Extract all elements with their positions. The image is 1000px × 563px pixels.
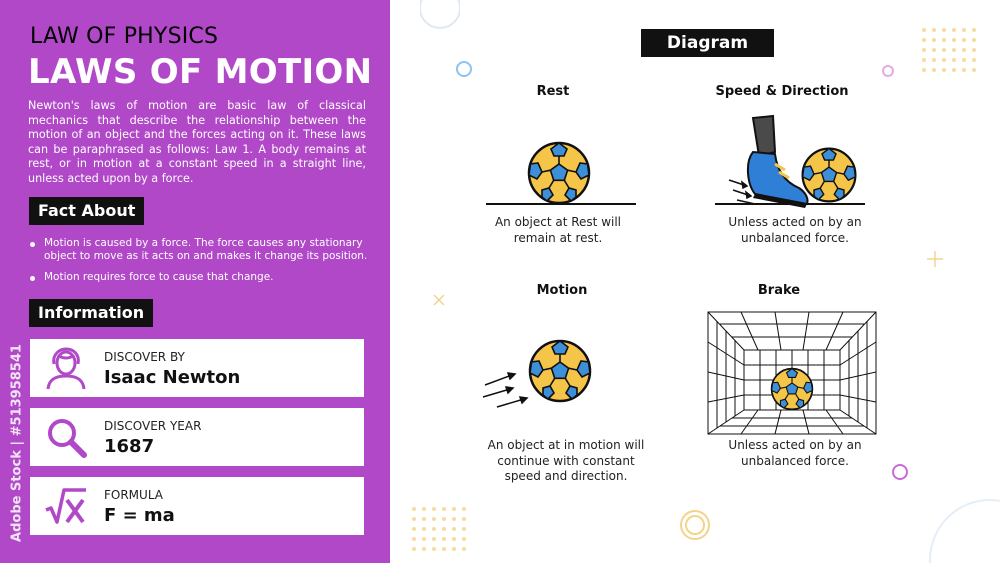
page-title: LAWS OF MOTION bbox=[28, 52, 373, 92]
fact-item: Motion is caused by a force. The force causes any stationary object to move as it acts on and makes it change its position. bbox=[28, 237, 374, 264]
decor-circle bbox=[455, 60, 473, 78]
subject-title: LAW OF PHYSICS bbox=[30, 24, 219, 49]
rest-caption: An object at Rest will remain at rest. bbox=[494, 215, 622, 245]
ball-icon bbox=[803, 149, 856, 202]
info-card-formula bbox=[30, 477, 364, 535]
speed-direction-caption: Unless acted on by an unbalanced force. bbox=[728, 215, 862, 245]
info-card-discoverer bbox=[30, 339, 364, 397]
formula-label: FORMULA bbox=[104, 488, 163, 502]
decor-circle bbox=[881, 64, 895, 78]
square-root-x-icon bbox=[44, 484, 88, 528]
fact-item: Motion requires force to cause that change. bbox=[28, 271, 374, 284]
discover-by-value: Isaac Newton bbox=[104, 367, 241, 388]
decor-x bbox=[432, 293, 446, 307]
person-icon bbox=[44, 346, 88, 390]
decor-circle bbox=[678, 508, 712, 542]
speed-direction-title: Speed & Direction bbox=[715, 84, 849, 99]
brake-illustration bbox=[708, 312, 876, 434]
stock-watermark: Adobe Stock | #513958541 bbox=[9, 343, 25, 542]
info-card-year bbox=[30, 408, 364, 466]
motion-title: Motion bbox=[536, 283, 588, 298]
diagram-heading: Diagram bbox=[641, 29, 774, 57]
discover-by-label: DISCOVER BY bbox=[104, 350, 185, 364]
brake-caption: Unless acted on by an unbalanced force. bbox=[728, 438, 862, 468]
speed-direction-illustration bbox=[715, 112, 865, 207]
ball-icon bbox=[529, 143, 589, 203]
bullet-icon bbox=[30, 242, 35, 247]
rest-illustration bbox=[486, 140, 636, 210]
shoe-kick-icon bbox=[748, 116, 808, 208]
discover-year-value: 1687 bbox=[104, 436, 155, 457]
motion-caption: An object at in motion will continue with constant speed and direction. bbox=[487, 438, 645, 483]
info-panel bbox=[0, 0, 390, 563]
decor-dots bbox=[920, 26, 980, 76]
rest-title: Rest bbox=[536, 84, 570, 99]
intro-paragraph: Newton's laws of motion are basic law of classical mechanics that describe the relationship between the motion of an object and the forces acting on it. These laws can be paraphrased as follows: Law 1. A body remains at rest, or in motion at a constant speed in a straight line, unless acted upon by a force. bbox=[28, 99, 366, 185]
bullet-icon bbox=[30, 276, 35, 281]
fact-list bbox=[28, 237, 374, 291]
motion-illustration bbox=[480, 335, 630, 415]
ball-icon bbox=[530, 341, 590, 401]
ball-icon bbox=[772, 369, 813, 410]
brake-title: Brake bbox=[757, 283, 801, 298]
magnifier-icon bbox=[44, 415, 88, 459]
information-heading: Information bbox=[29, 299, 153, 327]
formula-value: F = ma bbox=[104, 505, 175, 526]
decor-dots bbox=[410, 505, 470, 555]
fact-about-heading: Fact About bbox=[29, 197, 144, 225]
decor-plus bbox=[926, 250, 944, 268]
decor-ring bbox=[890, 470, 1000, 563]
discover-year-label: DISCOVER YEAR bbox=[104, 419, 202, 433]
decor-ring bbox=[420, 0, 460, 50]
